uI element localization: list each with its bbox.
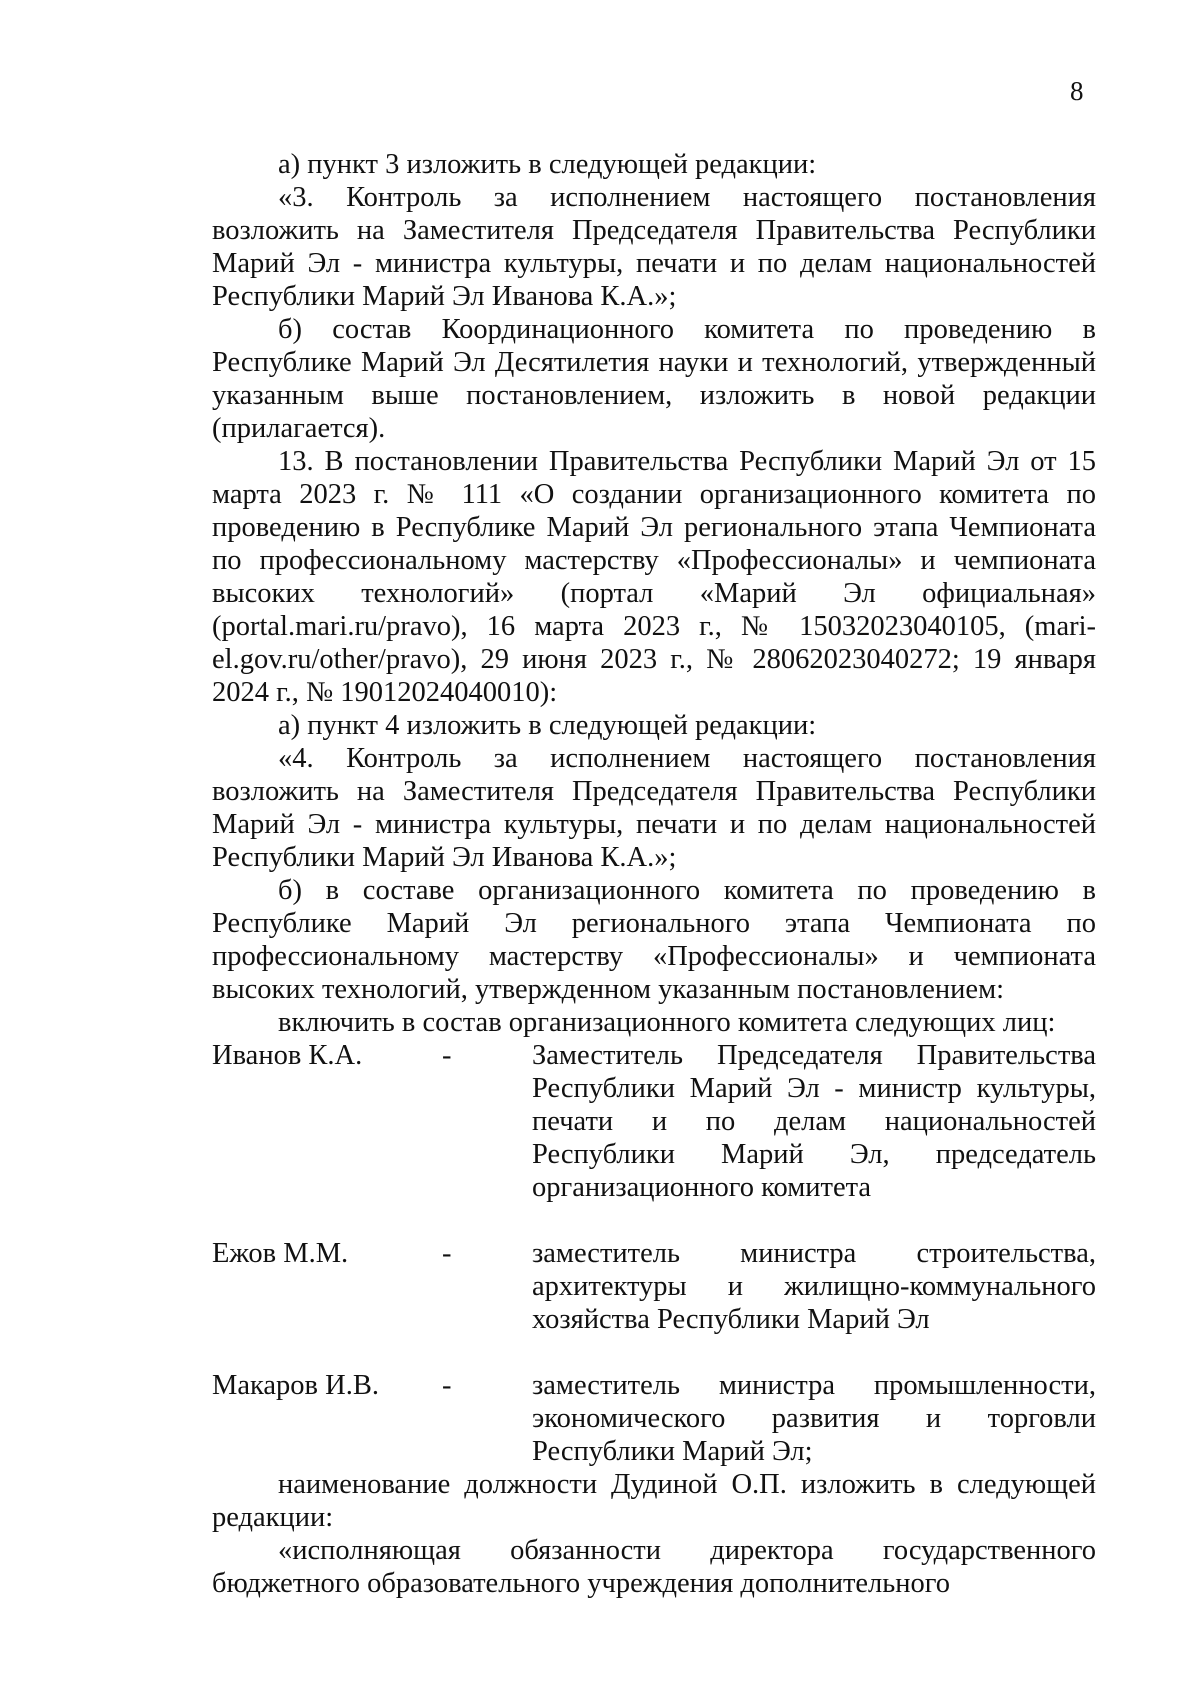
member-name: Ежов М.М.: [212, 1238, 349, 1269]
paragraph: б) в составе организационного комитета по проведению в Республике Марий Эл регионального этапа Чемпионата по профессиональному мастерству «Профессионалы» и чемпионата высоких технологий, утвержденном указанным постановлением:: [212, 875, 1096, 1005]
member-dash: -: [442, 1040, 452, 1071]
paragraph: а) пункт 3 изложить в следующей редакции:: [278, 149, 817, 180]
member-name: Иванов К.А.: [212, 1040, 363, 1071]
member-position: заместитель министра строительства, архитектуры и жилищно-коммунального хозяйства Республики Марий Эл: [532, 1238, 1096, 1335]
member-name: Макаров И.В.: [212, 1370, 379, 1401]
member-position: Заместитель Председателя Правительства Республики Марий Эл - министр культуры, печати и по делам национальностей Республики Марий Эл, председатель организационного комитета: [532, 1040, 1096, 1203]
paragraph: включить в состав организационного комитета следующих лиц:: [278, 1007, 1056, 1038]
paragraph: б) состав Координационного комитета по проведению в Республике Марий Эл Десятилетия науки и технологий, утвержденный указанным выше постановлением, изложить в новой редакции (прилагается).: [212, 314, 1096, 444]
spacer: [212, 1336, 1096, 1369]
paragraph: «3. Контроль за исполнением настоящего постановления возложить на Заместителя Председателя Правительства Республики Марий Эл - министра культуры, печати и по делам национальностей Республики Марий Эл Иванова К.А.»;: [212, 182, 1096, 312]
paragraph: «исполняющая обязанности директора государственного бюджетного образовательного учреждения дополнительного: [212, 1535, 1096, 1599]
paragraph: 13. В постановлении Правительства Республики Марий Эл от 15 марта 2023 г. № 111 «О создании организационного комитета по проведению в Республике Марий Эл регионального этапа Чемпионата по профессиональному мастерству «Профессионалы» и чемпионата высоких технологий» (портал «Марий Эл официальная» (portal.mari.ru/pravo), 16 марта 2023 г., № 15032023040105, (mari-el.gov.ru/other/pravo), 29 июня 2023 г., № 28062023040272; 19 января 2024 г., № 19012024040010):: [212, 446, 1096, 708]
committee-member: [212, 1237, 1096, 1336]
member-dash: -: [442, 1370, 452, 1401]
paragraph: а) пункт 4 изложить в следующей редакции:: [278, 710, 817, 741]
page-number: 8: [1070, 76, 1084, 106]
member-position: заместитель министра промышленности, экономического развития и торговли Республики Марий Эл;: [532, 1370, 1096, 1467]
document-body: [212, 148, 1096, 1600]
paragraph: «4. Контроль за исполнением настоящего постановления возложить на Заместителя Председателя Правительства Республики Марий Эл - министра культуры, печати и по делам национальностей Республики Марий Эл Иванова К.А.»;: [212, 743, 1096, 873]
member-dash: -: [442, 1238, 452, 1269]
spacer: [212, 1204, 1096, 1237]
paragraph: наименование должности Дудиной О.П. изложить в следующей редакции:: [212, 1469, 1096, 1533]
committee-member: [212, 1039, 1096, 1204]
committee-member: [212, 1369, 1096, 1468]
